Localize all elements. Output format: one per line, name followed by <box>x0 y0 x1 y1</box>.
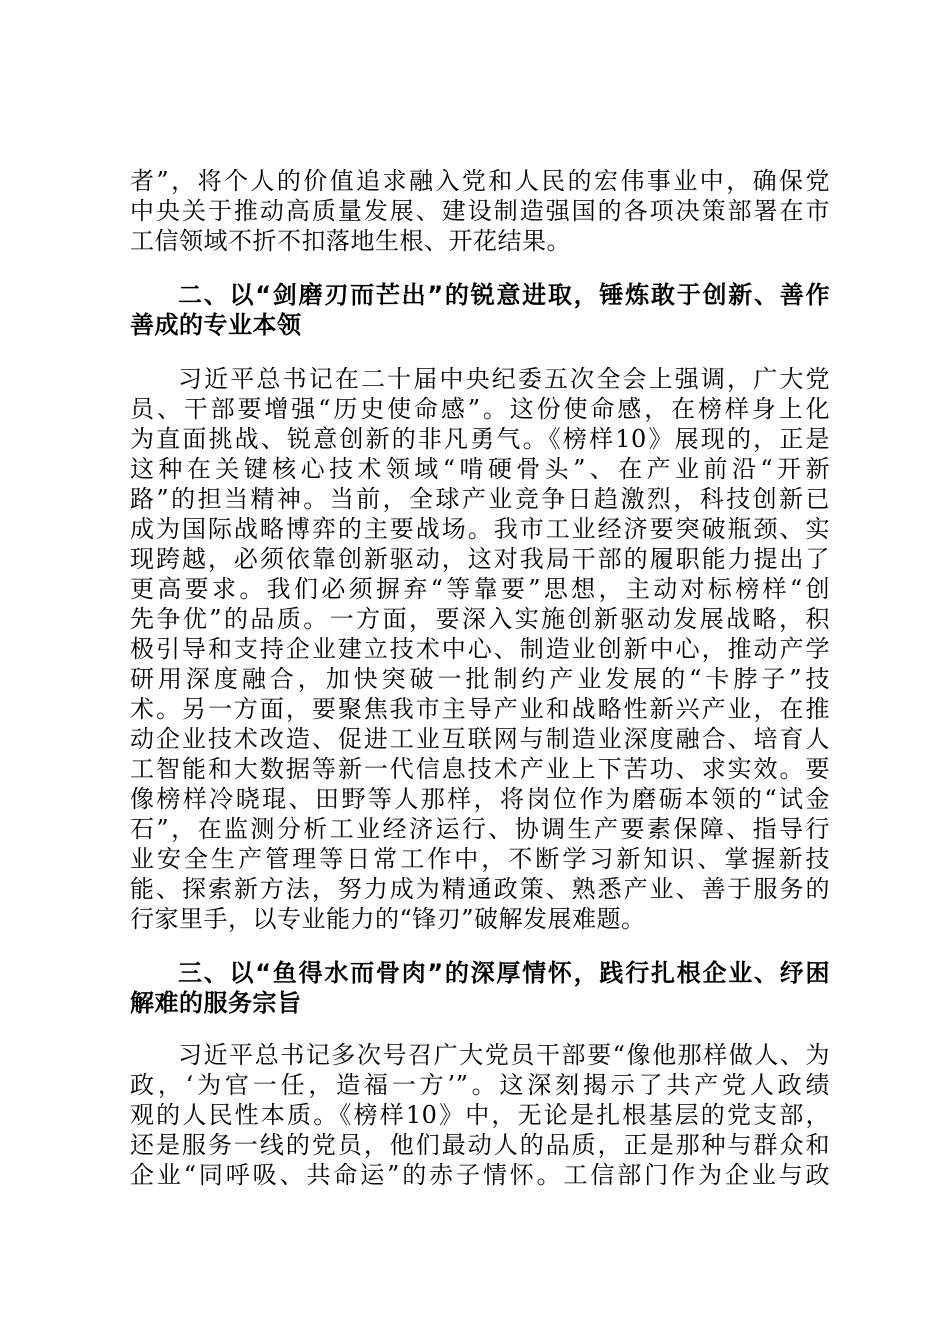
text-line: 像榜样冷晓琨、田野等人那样，将岗位作为磨砺本领的“试金 <box>130 785 830 813</box>
text-line: 工智能和大数据等新一代信息技术产业上下苦功、求实效。要 <box>130 755 830 783</box>
text-line: 这种在关键核心技术领域“啃硬骨头”、在产业前沿“开新 <box>130 455 830 483</box>
text-line: 路”的担当精神。当前，全球产业竞争日趋激烈，科技创新已 <box>130 485 830 513</box>
text-line: 为直面挑战、锐意创新的非凡勇气。《榜样10》展现的，正是 <box>130 425 830 453</box>
text-line: 员、干部要增强“历史使命感”。这份使命感，在榜样身上化 <box>130 395 830 423</box>
text-line: 政，‘为官一任，造福一方’”。这深刻揭示了共产党人政绩 <box>130 1071 830 1099</box>
text-line: 者”，将个人的价值追求融入党和人民的宏伟事业中，确保党 <box>130 167 830 195</box>
paragraph-section-2 <box>130 364 830 934</box>
text-line: 更高要求。我们必须摒弃“等靠要”思想，主动对标榜样“创 <box>130 575 830 603</box>
text-line: 观的人民性本质。《榜样10》中，无论是扎根基层的党支部， <box>130 1101 830 1129</box>
text-line: 企业“同呼吸、共命运”的赤子情怀。工信部门作为企业与政 <box>130 1161 830 1189</box>
text-line: 成为国际战略博弈的主要战场。我市工业经济要突破瓶颈、实 <box>130 515 830 543</box>
text-line: 现跨越，必须依靠创新驱动，这对我局干部的履职能力提出了 <box>130 545 830 573</box>
text-line: 工信领域不折不扣落地生根、开花结果。 <box>130 227 571 255</box>
text-line: 中央关于推动高质量发展、建设制造强国的各项决策部署在市 <box>130 197 830 225</box>
text-line: 石”，在监测分析工业经济运行、协调生产要素保障、指导行 <box>130 815 830 843</box>
paragraph-continuation <box>130 166 830 256</box>
text-line: 研用深度融合，加快突破一批制约产业发展的“卡脖子”技 <box>130 665 830 693</box>
paragraph-section-3 <box>130 1040 830 1190</box>
heading-line: 解难的服务宗旨 <box>130 989 302 1017</box>
text-line: 先争优”的品质。一方面，要深入实施创新驱动发展战略，积 <box>130 605 830 633</box>
text-line: 术。另一方面，要聚焦我市主导产业和战略性新兴产业，在推 <box>130 695 830 723</box>
text-line: 还是服务一线的党员，他们最动人的品质，正是那种与群众和 <box>130 1131 830 1159</box>
text-line: 业安全生产管理等日常工作中，不断学习新知识、掌握新技 <box>130 845 830 873</box>
text-line: 习近平总书记在二十届中央纪委五次全会上强调，广大党 <box>178 365 830 393</box>
text-line: 行家里手，以专业能力的“锋刃”破解发展难题。 <box>130 905 646 933</box>
section-heading-2 <box>130 280 830 340</box>
document-body <box>130 166 830 1190</box>
text-line: 极引导和支持企业建立技术中心、制造业创新中心，推动产学 <box>130 635 830 663</box>
heading-line: 善成的专业本领 <box>130 311 302 339</box>
text-line: 习近平总书记多次号召广大党员干部要“像他那样做人、为 <box>178 1041 830 1069</box>
text-line: 能、探索新方法，努力成为精通政策、熟悉产业、善于服务的 <box>130 875 830 903</box>
text-line: 动企业技术改造、促进工业互联网与制造业深度融合、培育人 <box>130 725 830 753</box>
heading-line: 三、以“鱼得水而骨肉”的深厚情怀，践行扎根企业、纾困 <box>178 959 830 987</box>
section-heading-3 <box>130 958 830 1018</box>
heading-line: 二、以“剑磨刃而芒出”的锐意进取，锤炼敢于创新、善作 <box>178 281 830 309</box>
